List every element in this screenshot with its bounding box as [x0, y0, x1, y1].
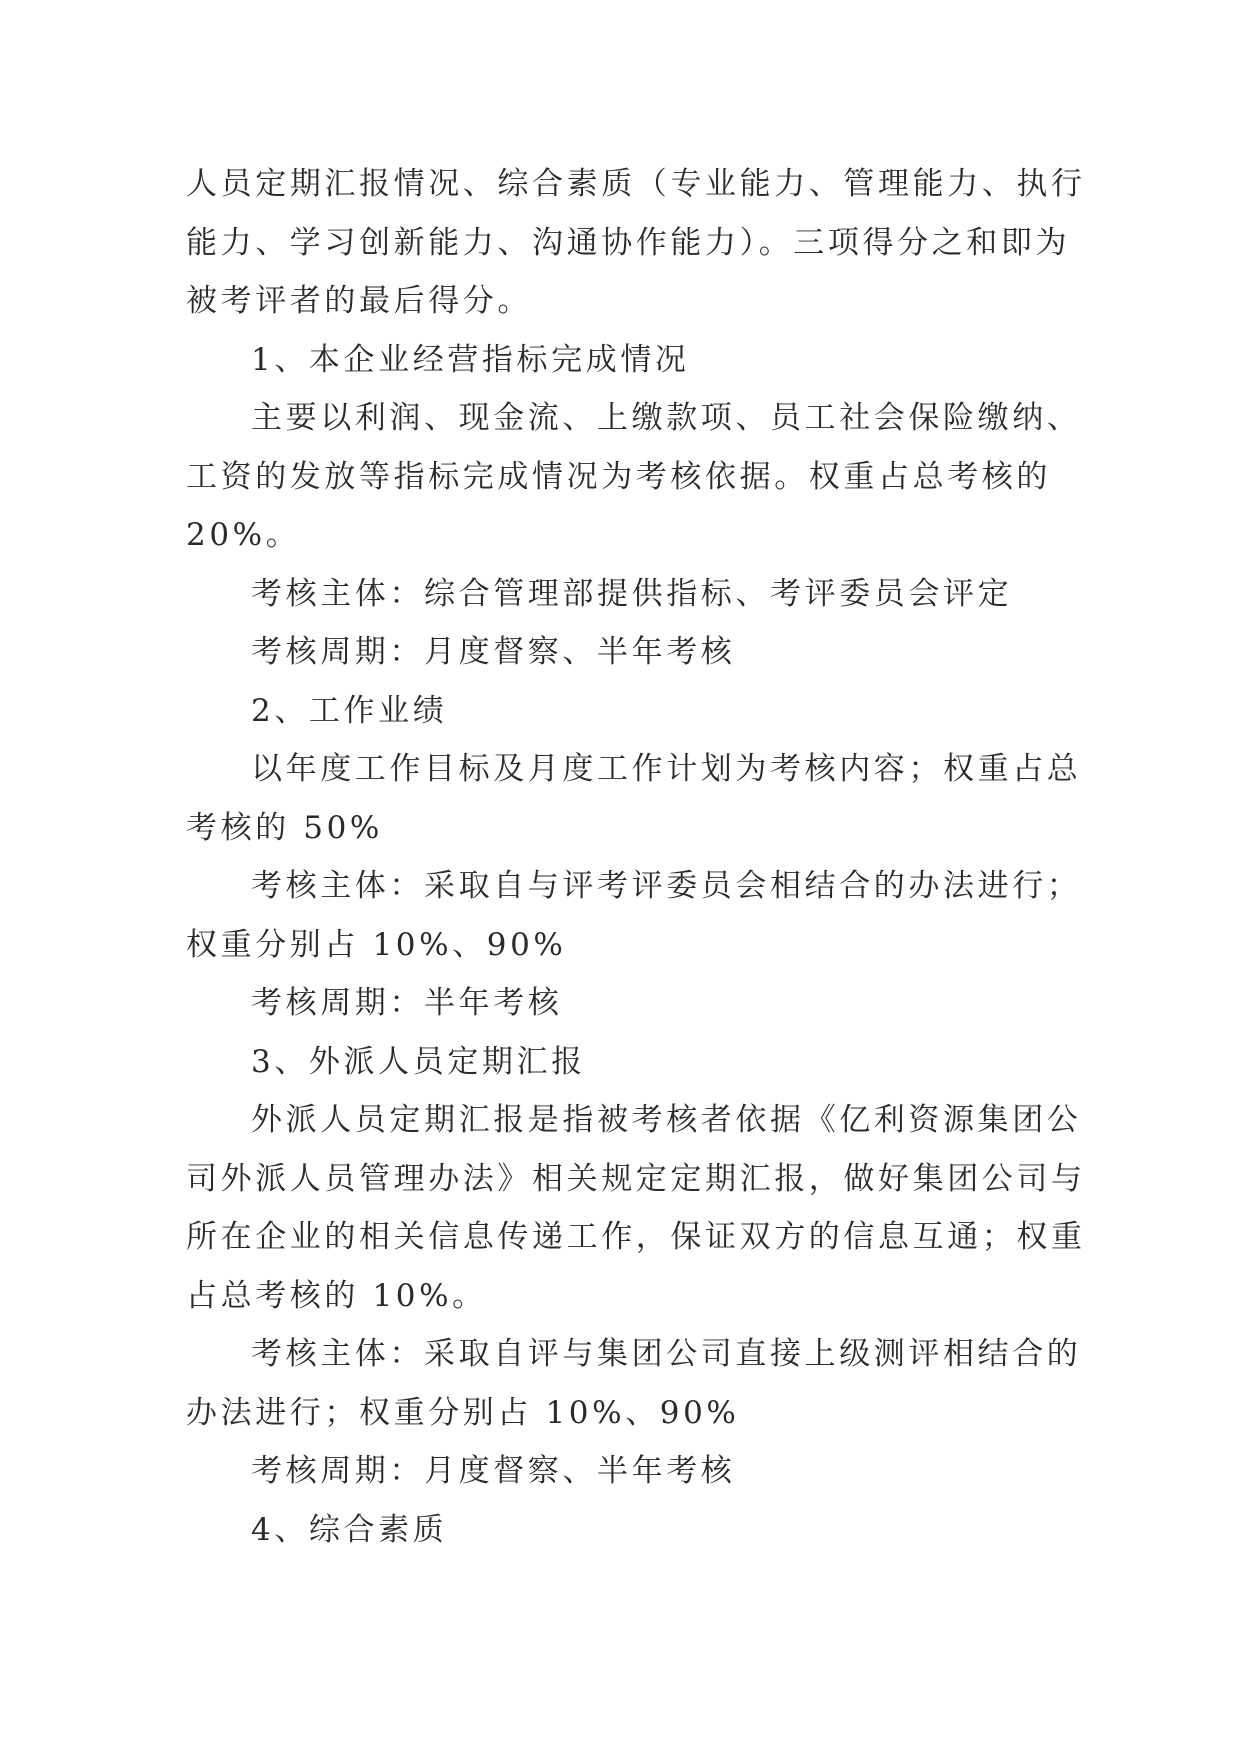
text-line: 考核的 50%: [186, 809, 383, 846]
text-line: 以年度工作目标及月度工作计划为考核内容；权重占总: [251, 751, 1082, 787]
text-line: 工资的发放等指标完成情况为考核依据。权重占总考核的: [186, 458, 1051, 495]
section-heading-4: 4、综合素质: [251, 1511, 448, 1548]
text-line: 人员定期汇报情况、综合素质（专业能力、管理能力、执行: [186, 166, 1086, 202]
text-line: 外派人员定期汇报是指被考核者依据《亿利资源集团公: [251, 1102, 1082, 1138]
text-line: 占总考核的 10%。: [186, 1277, 487, 1314]
text-line: 被考评者的最后得分。: [186, 283, 532, 319]
text-line: 考核主体：采取自评与集团公司直接上级测评相结合的: [251, 1336, 1082, 1372]
text-line: 考核主体：综合管理部提供指标、考评委员会评定: [251, 575, 1013, 612]
section-heading-3: 3、外派人员定期汇报: [251, 1043, 586, 1080]
text-line: 考核周期：月度督察、半年考核: [251, 1453, 736, 1489]
text-line: 考核周期：月度督察、半年考核: [251, 634, 736, 670]
document-body: [186, 155, 1086, 1559]
text-line: 考核周期：半年考核: [251, 985, 563, 1021]
text-line: 办法进行；权重分别占 10%、90%: [186, 1394, 740, 1431]
text-line: 20%。: [186, 517, 301, 553]
text-line: 司外派人员管理办法》相关规定定期汇报，做好集团公司与: [186, 1160, 1086, 1197]
text-line: 能力、学习创新能力、沟通协作能力）。三项得分之和即为: [186, 224, 1071, 261]
section-heading-1: 1、本企业经营指标完成情况: [251, 341, 690, 378]
text-line: 考核主体：采取自与评考评委员会相结合的办法进行；: [251, 868, 1082, 904]
section-heading-2: 2、工作业绩: [251, 692, 448, 729]
text-line: 主要以利润、现金流、上缴款项、员工社会保险缴纳、: [251, 400, 1082, 436]
text-line: 权重分别占 10%、90%: [186, 926, 567, 963]
text-line: 所在企业的相关信息传递工作，保证双方的信息互通；权重: [186, 1219, 1086, 1255]
